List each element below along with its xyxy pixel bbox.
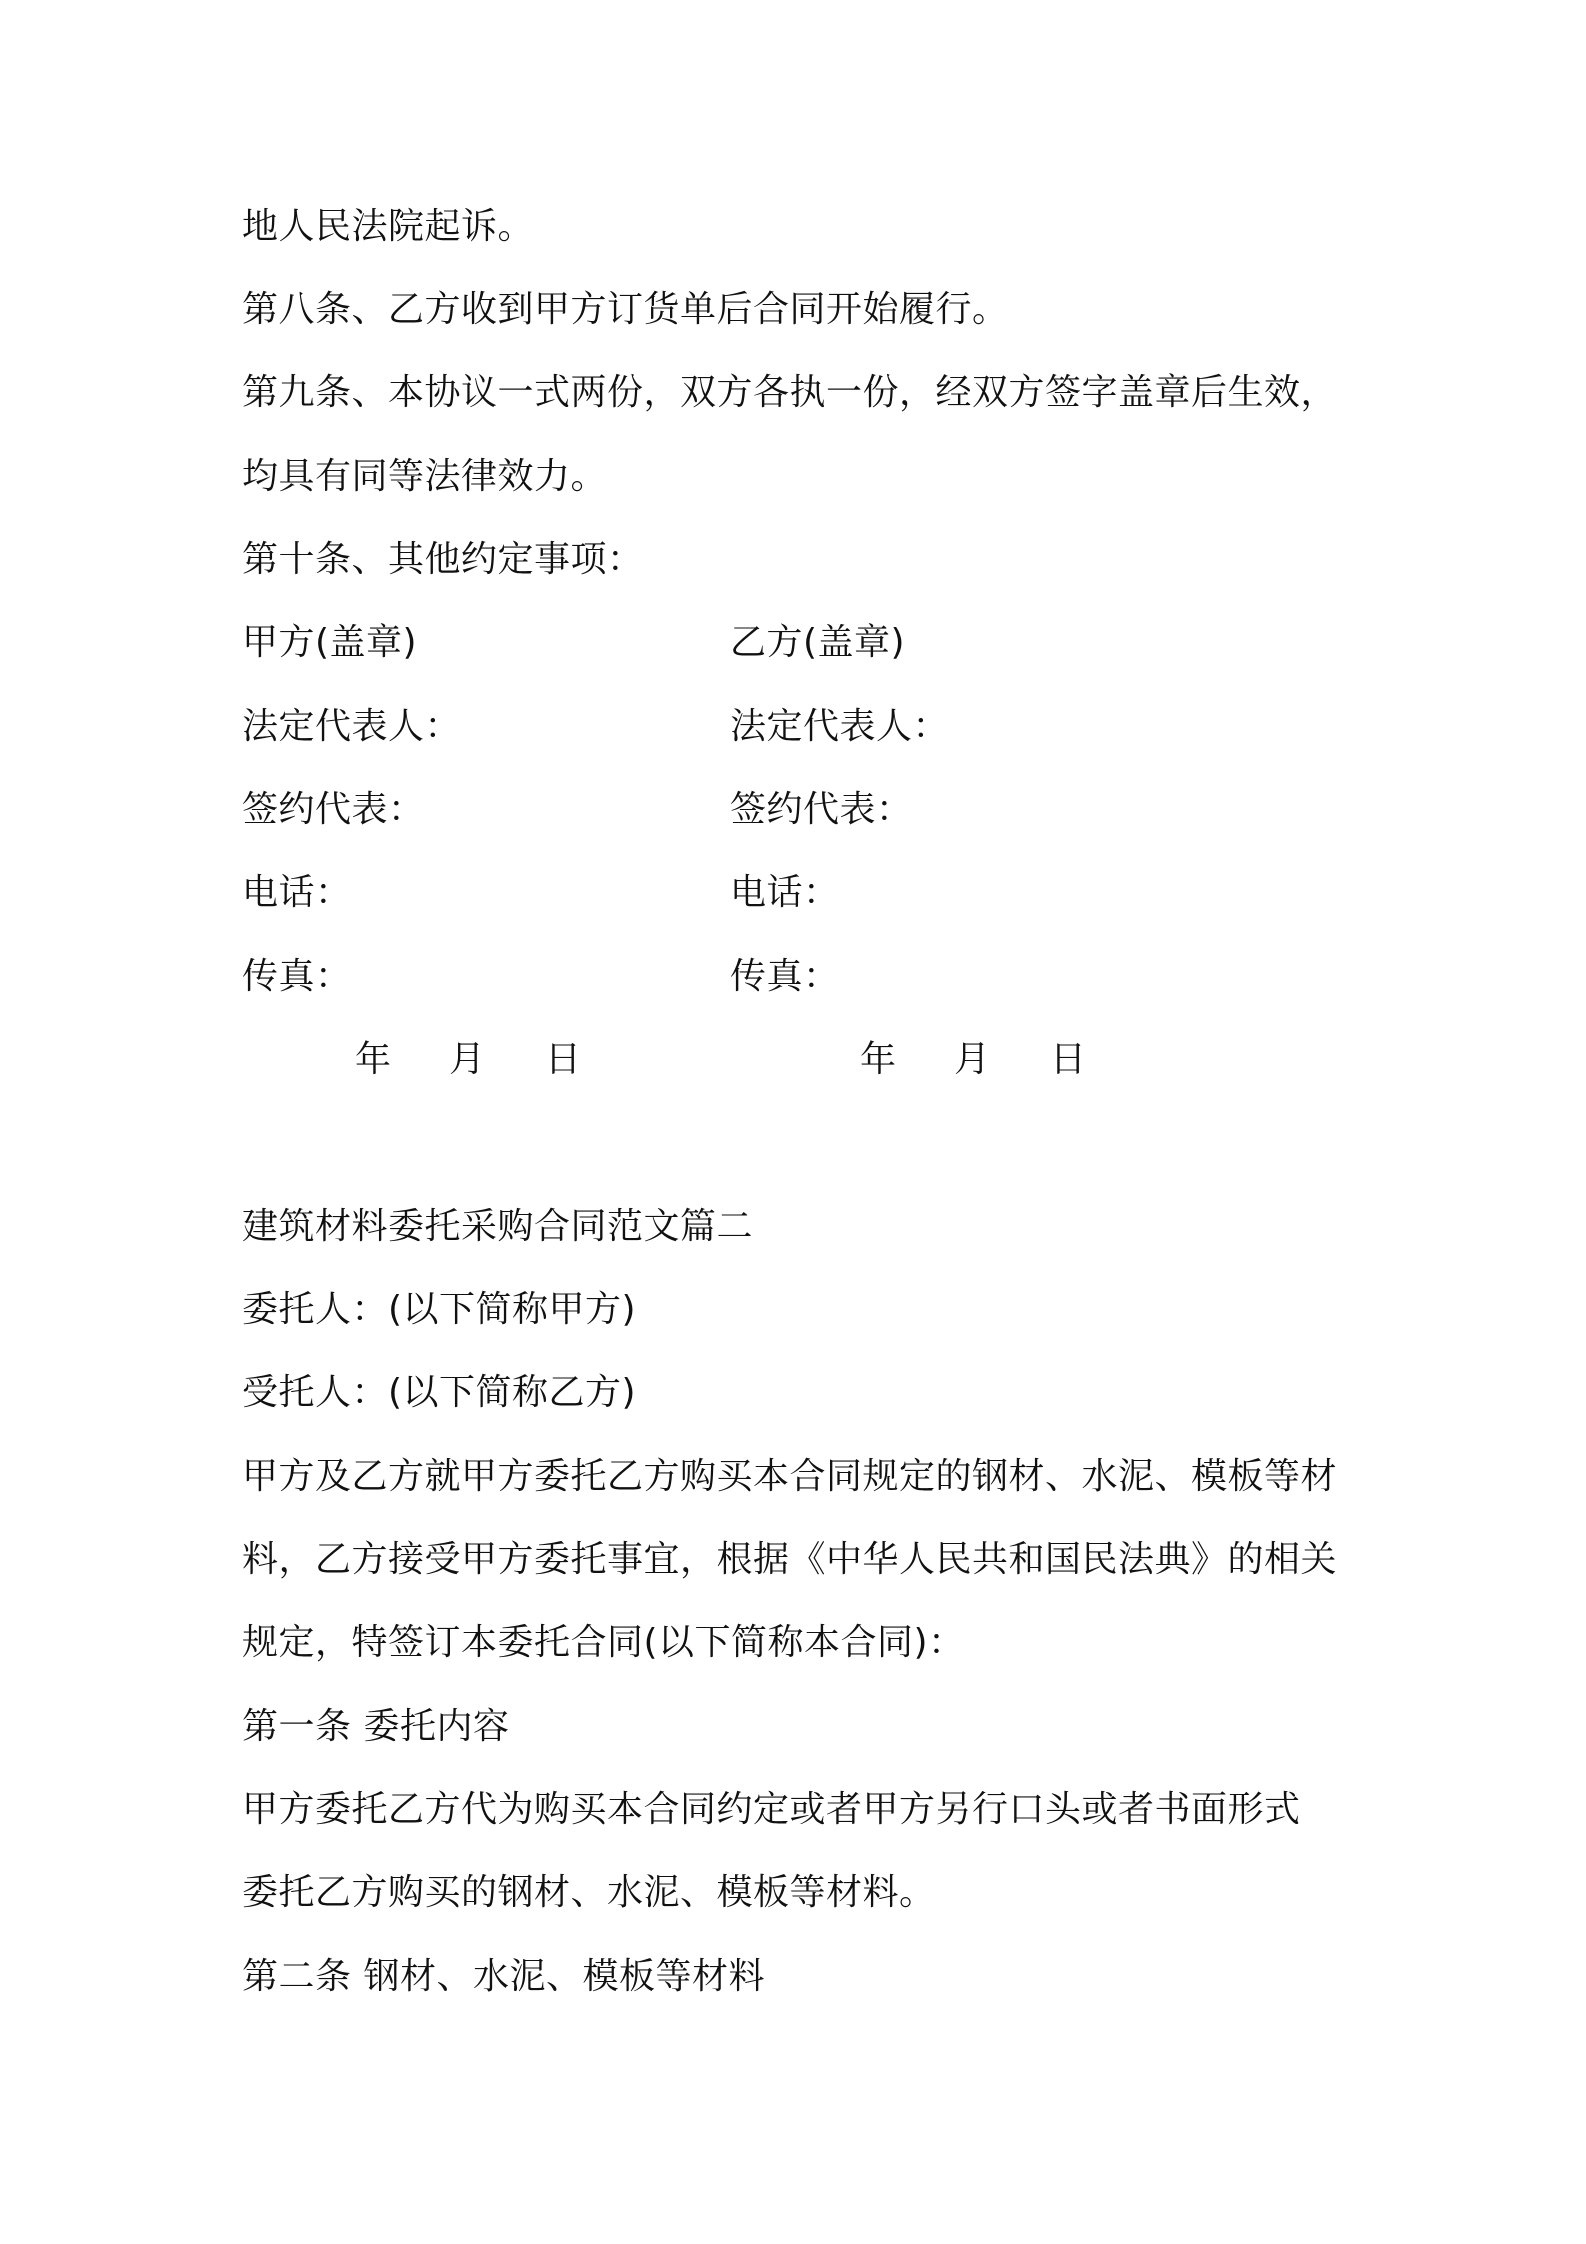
party-a-date-month: 月: [449, 1039, 486, 1080]
section-title: 建筑材料委托采购合同范文篇二: [242, 1206, 754, 1247]
party-b-legal-rep: 法定代表人：: [730, 706, 950, 747]
party-a-date-year: 年: [355, 1039, 392, 1080]
party-b-date-year: 年: [860, 1039, 897, 1080]
party-a-date-day: 日: [545, 1039, 582, 1080]
text-line: 地人民法院起诉。: [242, 206, 535, 247]
article-10: 第十条、其他约定事项：: [242, 539, 644, 580]
party-a-seal: 甲方(盖章): [242, 622, 418, 663]
principal-line: 委托人：(以下简称甲方): [242, 1289, 637, 1330]
article-1-title: 第一条 委托内容: [242, 1706, 510, 1747]
article-9-line-1: 第九条、本协议一式两份，双方各执一份，经双方签字盖章后生效，: [242, 372, 1338, 413]
signer-row: [242, 786, 913, 834]
article-8: 第八条、乙方收到甲方订货单后合同开始履行。: [242, 289, 1009, 330]
agent-line: 受托人：(以下简称乙方): [242, 1372, 637, 1413]
party-b-date-day: 日: [1050, 1039, 1087, 1080]
article-9-line-2: 均具有同等法律效力。: [242, 456, 608, 497]
party-b-phone: 电话：: [730, 872, 840, 913]
intro-line-3: 规定，特签订本委托合同(以下简称本合同)：: [242, 1622, 965, 1663]
article-1-line-2: 委托乙方购买的钢材、水泥、模板等材料。: [242, 1872, 936, 1913]
party-a-fax: 传真：: [242, 956, 352, 997]
party-a-phone: 电话：: [242, 872, 352, 913]
party-a-signer: 签约代表：: [242, 789, 425, 830]
intro-line-1: 甲方及乙方就甲方委托乙方购买本合同规定的钢材、水泥、模板等材: [242, 1456, 1338, 1497]
phone-row: [242, 869, 840, 917]
article-2-title: 第二条 钢材、水泥、模板等材料: [242, 1956, 765, 1997]
legal-rep-row: [242, 703, 950, 751]
party-a-legal-rep: 法定代表人：: [242, 706, 462, 747]
party-b-seal: 乙方(盖章): [730, 622, 906, 663]
party-b-fax: 传真：: [730, 956, 840, 997]
party-b-date-month: 月: [954, 1039, 991, 1080]
party-b-signer: 签约代表：: [730, 789, 913, 830]
fax-row: [242, 953, 840, 1001]
seal-row: [242, 619, 906, 667]
intro-line-2: 料，乙方接受甲方委托事宜，根据《中华人民共和国民法典》的相关: [242, 1539, 1338, 1580]
article-1-line-1: 甲方委托乙方代为购买本合同约定或者甲方另行口头或者书面形式: [242, 1789, 1301, 1830]
